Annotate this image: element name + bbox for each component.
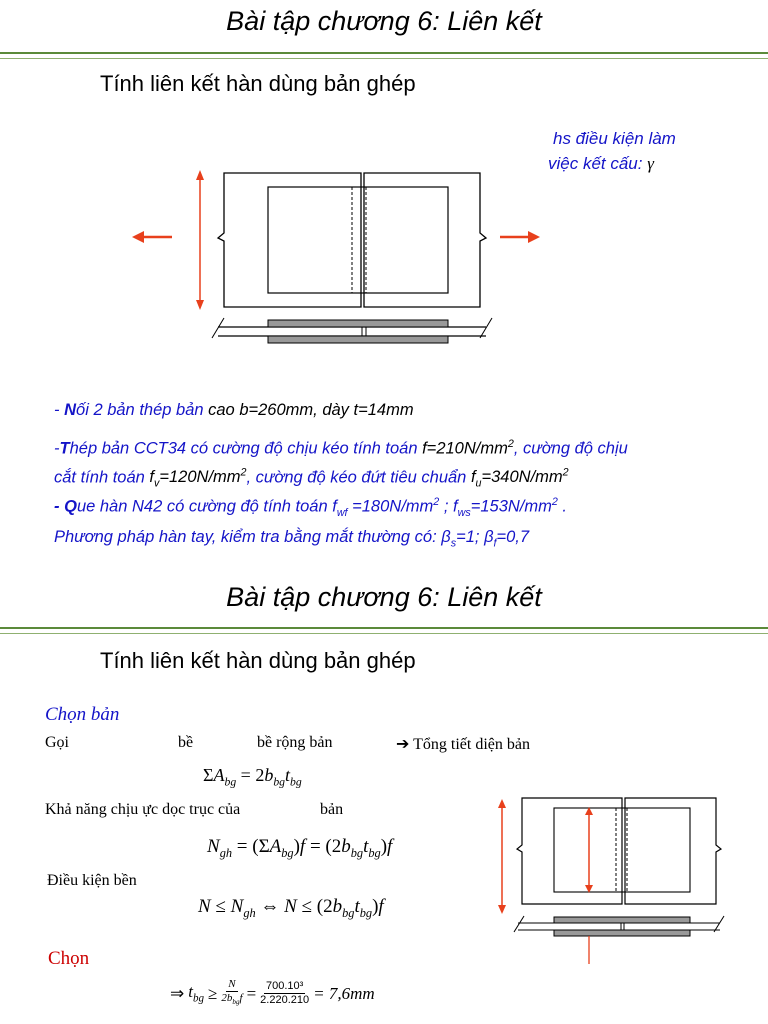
p3-text-a: ue hàn N42 có cường độ tính toán: [76, 497, 333, 516]
slide1-subtitle: Tính liên kết hàn dùng bản ghép: [100, 71, 416, 96]
ban-label: bản: [320, 801, 344, 818]
p3-lead: Q: [64, 497, 77, 516]
total-height-arrow: [498, 799, 506, 914]
tong-tiet-dien-label: ➔ Tổng tiết diện bản: [396, 736, 530, 753]
p2-fu: =340N/mm: [481, 468, 563, 486]
p2-text-c: , cường độ kéo đứt tiêu chuẩn: [246, 468, 471, 486]
left-plate: [218, 173, 361, 307]
note-line-2: [548, 151, 676, 176]
chon-ban-heading: Chọn bản: [45, 704, 120, 725]
splice-plate-diagram-2: [488, 790, 738, 970]
p3-beta: =1;: [456, 527, 485, 546]
equation-condition: $N \le N_{gh}$ ⇔ $N \le (2b_{bg}t_{bg})f$: [198, 896, 384, 920]
right-plate-2: [625, 798, 721, 904]
splice-plate-diagram-1: [120, 160, 560, 360]
paragraph-3: [54, 490, 764, 555]
right-arrow: [500, 231, 540, 243]
p2-text-a: hép bản CCT34 có cường độ chịu kéo tính toán: [69, 439, 423, 458]
note-line-1: hs điều kiện làm: [553, 129, 676, 148]
goi-label: Gọi: [45, 734, 69, 751]
slide2-divider-thin: [0, 633, 768, 634]
paragraph-2: [54, 432, 764, 495]
working-condition-note: [548, 126, 676, 176]
right-plate: [364, 173, 486, 307]
section-view-2: [514, 916, 724, 936]
gamma-symbol: γ: [647, 154, 654, 173]
thickness-result: = 7,6mm: [313, 983, 375, 1003]
p3-line2: Phương pháp hàn tay, kiểm tra bằng mắt thường có:: [54, 527, 442, 546]
p2-lead: T: [59, 439, 70, 458]
equation-thickness: ⇒ $t_{bg}$ ≥ N $2b_{bg}f$ = $\frac{\text{700.10³}}{2.220.210}$ = 7,6mm: [170, 978, 375, 1007]
p3-fwf: =180N/mm: [347, 497, 434, 516]
section-view: [212, 318, 492, 343]
kha-nang-label: Khả năng chịu ực dọc trục của: [45, 801, 241, 818]
dieu-kien-label: Điều kiện bền: [47, 872, 137, 889]
fraction-denominator: 2.220.210: [260, 994, 310, 1007]
plate-width-arrow: [585, 807, 593, 893]
paragraph-1: - Nối 2 bản thép bản cao b=260mm, dày t=14mm: [54, 401, 414, 419]
p2-fv: =120N/mm: [159, 468, 241, 486]
left-plate-2: [517, 798, 622, 904]
p3-line-2: Phương pháp hàn tay, kiểm tra bằng mắt thường có: $\beta_s=1$; $\beta_f=0,7$: [54, 527, 530, 550]
p3-fws: =153N/mm: [470, 497, 552, 516]
note-line-2-text: việc kết cấu:: [548, 154, 648, 173]
p3-line-1: - Que hàn N42 có cường độ tính toán $f_{wf} =180N/mm^2$ ; $f_{ws}=153N/mm^2$ .: [54, 496, 567, 519]
slide1-divider: [0, 52, 768, 54]
p3-betaf: =0,7: [496, 527, 530, 546]
slide2-subtitle: Tính liên kết hàn dùng bản ghép: [100, 648, 416, 673]
p2-f: f=210N/mm: [422, 439, 508, 458]
be-label: bề: [178, 734, 194, 751]
splice-plate: [268, 187, 448, 293]
p1-dimensions: cao b=260mm, dày t=14mm: [203, 401, 414, 419]
p2-line-2: cắt tính toán $f_v=120N/mm^2$, cường độ kéo đứt tiêu chuẩn $f_u=340N/mm^2$: [54, 466, 569, 490]
be-rong-label: bề rộng bản: [257, 734, 333, 751]
left-arrow: [132, 231, 172, 243]
slide1-divider-thin: [0, 58, 768, 59]
chon-heading: Chọn: [48, 948, 90, 969]
slide1-title: Bài tập chương 6: Liên kết: [226, 6, 542, 36]
p2-line-1: -Thép bản CCT34 có cường độ chịu kéo tính toán $f=210N/mm^2$, cường độ chịu: [54, 438, 628, 458]
fraction-numerator: 700.10³: [265, 980, 304, 993]
equation-capacity: $N_{gh} = (\Sigma A_{bg})f = (2b_{bg}t_{bg})f$: [207, 836, 393, 860]
p1-lead: N: [64, 401, 77, 419]
slide2-divider: [0, 627, 768, 629]
slide2-title: Bài tập chương 6: Liên kết: [226, 582, 542, 612]
equation-area-sum: $\Sigma A_{bg} = 2b_{bg}t_{bg}$: [203, 765, 302, 789]
height-dimension-arrow: [196, 170, 204, 310]
p2-line2-a: cắt tính toán: [54, 468, 150, 486]
p2-text-b: , cường độ chịu: [513, 439, 628, 458]
p1-text: ối 2 bản thép bản: [76, 401, 204, 419]
